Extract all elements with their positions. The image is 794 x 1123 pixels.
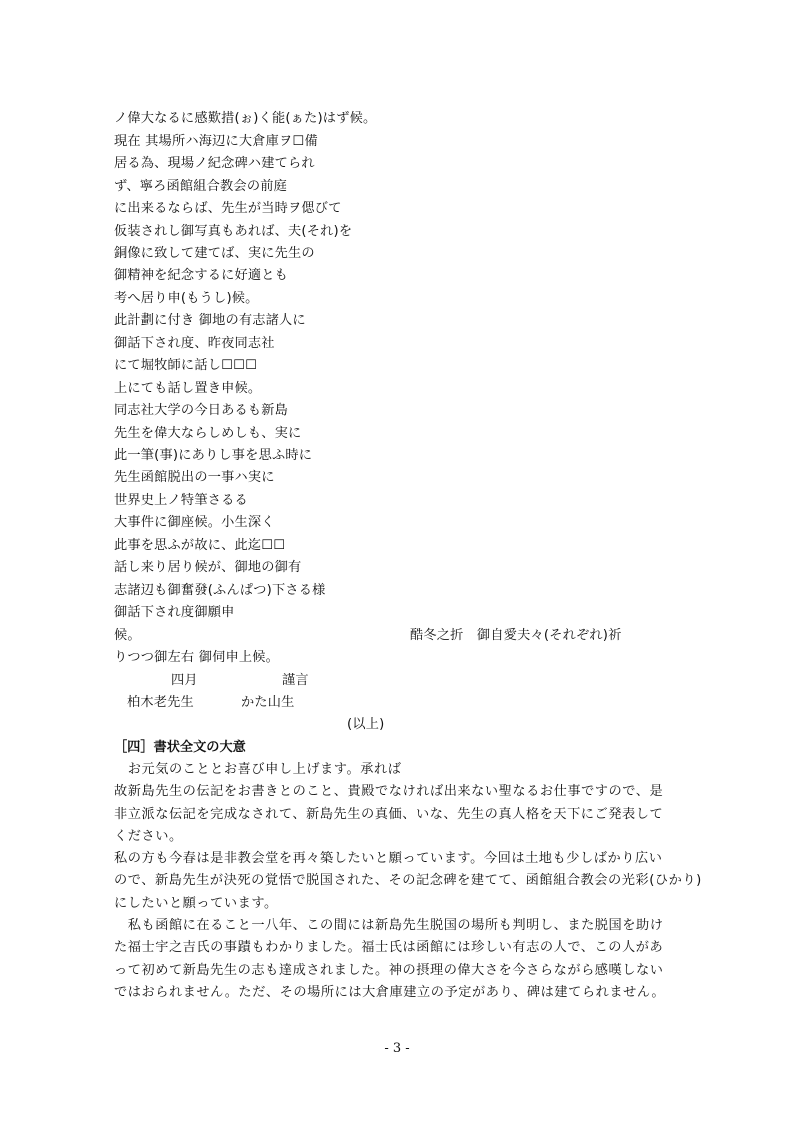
letter-line: 先生函館脱出の一事ハ実に <box>114 470 275 485</box>
summary-line: お元気のこととお喜び申し上げます。承れば <box>114 762 402 777</box>
letter-line: 候。 <box>114 628 141 643</box>
letter-line: 此事を思ふが故に、此迄☐☐ <box>114 538 286 553</box>
letter-addressee: 柏木老先生 <box>127 695 194 710</box>
letter-line: 現在 其場所ハ海辺に大倉庫ヲ☐備 <box>114 134 318 149</box>
letter-date: 四月 <box>171 673 198 688</box>
summary-line: 私も函館に在ること一八年、この間には新島先生脱国の場所も判明し、また脱国を助け <box>114 918 664 934</box>
letter-kingen: 謹言 <box>282 673 309 688</box>
letter-line: にて堀牧師に話し☐☐☐ <box>114 358 258 373</box>
summary-line: ので、新島先生が決死の覚悟で脱国された、その記念碑を建てて、函館組合教会の光彩(ひかり) <box>114 873 702 889</box>
letter-line: 同志社大学の今日あるも新島 <box>114 403 289 418</box>
letter-line: ノ偉大なるに感歎措(ぉ)く能(ぁた)はず候。 <box>114 111 377 126</box>
summary-line: た福士宇之吉氏の事蹟もわかりました。福士氏は函館には珍しい有志の人で、この人があ <box>114 940 664 956</box>
letter-line: 御精神を紀念するに好適とも <box>114 268 289 283</box>
letter-line: 考へ居り申(もうし)候。 <box>114 291 259 306</box>
summary-line: にしたいと願っています。 <box>114 895 278 911</box>
letter-line: 仮装されし御写真もあれば、夫(それ)を <box>114 224 353 239</box>
summary-line: 故新島先生の伝記をお書きとのこと、貴殿でなければ出来ない聖なるお仕事ですので、是 <box>114 784 664 800</box>
letter-line: 此計劃に付き 御地の有志諸人に <box>114 313 306 328</box>
letter-line: 世界史上ノ特筆さるる <box>114 493 248 508</box>
summary-line: ください。 <box>114 828 183 844</box>
letter-line: 上にても話し置き申候。 <box>114 381 262 396</box>
letter-line: 先生を偉大ならしめしも、実に <box>114 426 302 441</box>
letter-line: 志諸辺も御奮發(ふんぱつ)下さる様 <box>114 583 326 598</box>
summary-line: 非立派な伝記を完成なされて、新島先生の真価、いな、先生の真人格を天下にご発表して <box>114 806 664 822</box>
letter-line: ず、寧ろ函館組合教会の前庭 <box>114 179 287 194</box>
end-mark: (以上) <box>347 717 385 732</box>
letter-line: 大事件に御座候。小生深く <box>114 515 275 530</box>
letter-line: に出来るならば、先生が当時ヲ偲びて <box>114 201 342 216</box>
letter-line: 御話下され度、昨夜同志社 <box>114 336 275 351</box>
letter-line-right: 酷冬之折 御自愛夫々(それぞれ)祈 <box>410 628 622 643</box>
section-heading: ［四］書状全文の大意 <box>114 740 246 755</box>
letter-line: 話し来り居り候が、御地の御有 <box>114 560 302 575</box>
summary-line: って初めて新島先生の志も達成されました。神の摂理の偉大さを今さらながら感嘆しない <box>114 962 664 978</box>
letter-line: 此一筆(事)にありし事を思ふ時に <box>114 448 313 463</box>
summary-line: ではおられません。ただ、その場所には大倉庫建立の予定があり、碑は建てられません。 <box>114 984 666 1000</box>
letter-closing: りつつ御左右 御伺申上候。 <box>114 650 280 665</box>
summary-text <box>114 759 702 1004</box>
letter-line: 居る為、現場ノ紀念碑ハ建てられ <box>114 156 315 171</box>
page-number: - 3 - <box>384 1041 410 1056</box>
letter-sender: かた山生 <box>241 695 295 710</box>
letter-line: 御話下され度御願申 <box>114 605 235 620</box>
summary-line: 私の方も今春は是非教会堂を再々築したいと願っています。今回は土地も少しばかり広い <box>114 851 663 867</box>
letter-line: 銅像に致して建てば、実に先生の <box>114 246 315 261</box>
